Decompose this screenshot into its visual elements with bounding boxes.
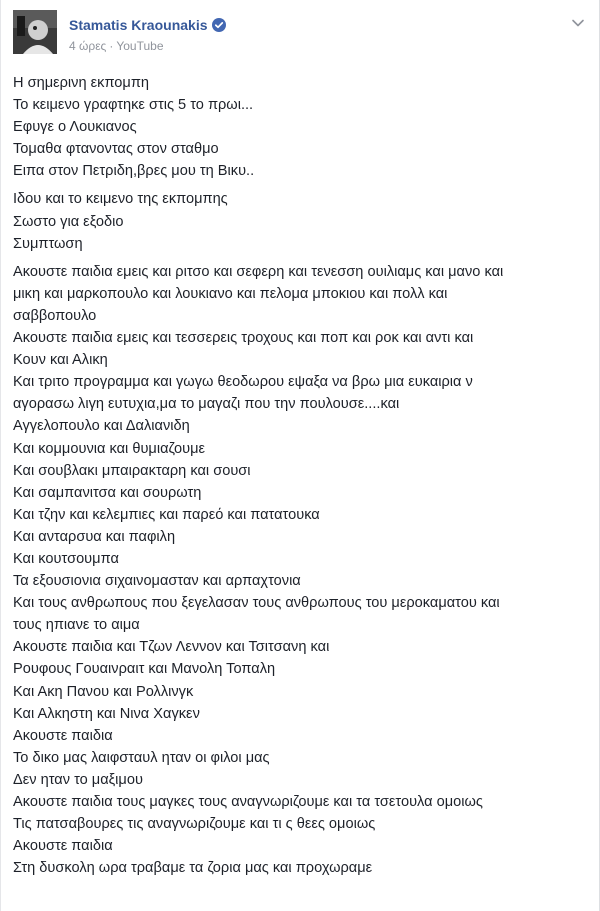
post-header xyxy=(13,10,587,60)
post-text-line: Η σημερινη εκπομπη xyxy=(13,75,150,91)
profile-photo-icon xyxy=(13,10,57,54)
verified-badge-icon xyxy=(212,18,226,32)
post-text-line: Ρουφους Γουαινραιτ και Μανολη Τοπαλη xyxy=(13,661,276,678)
post-text-line: Ακουστε παιδια τους μαγκες τους αναγνωριζουμε και τα τσετουλα ομοιως xyxy=(13,794,483,810)
post-text-line: Ακουστε παιδια xyxy=(13,838,113,855)
post-paragraph xyxy=(13,72,585,182)
post-text-line: σαββοπουλο xyxy=(13,307,97,324)
post-text-line: μικη και μαρκοπουλο και λουκιανο και πελομα μποκιου και πολλ και xyxy=(13,285,448,302)
post-text-line: Αγγελοπουλο και Δαλιανιδη xyxy=(13,418,190,435)
post-text-line: Και σαμπανιτσα και σουρωτη xyxy=(13,484,202,501)
post-meta xyxy=(69,38,164,54)
avatar[interactable] xyxy=(13,10,57,54)
post-text-line: Το κειμενο γραφτηκε στις 5 το πρωι... xyxy=(13,97,254,114)
post-text-line: Και τζην και κελεμπιες και παρεό και πατατουκα xyxy=(13,506,320,523)
chevron-down-icon xyxy=(569,14,587,32)
author-name-link[interactable]: Stamatis Kraounakis xyxy=(69,17,208,33)
post-text-line: Ειπα στον Πετριδη,βρες μου τη Βικυ.. xyxy=(13,163,255,180)
post-text-line: Ακουστε παιδια xyxy=(13,727,113,744)
post-text-line: Τις πατσαβουρες τις αναγνωριζουμε και τι ς θεες ομοιως xyxy=(13,816,376,833)
post-text-line: Το δικο μας λαιφσταυλ ηταν οι φιλοι μας xyxy=(13,749,270,766)
post-text-line: Τομαθα φτανοντας στον σταθμο xyxy=(13,141,219,158)
post-text-line: Και Αλκηστη και Νινα Χαγκεν xyxy=(13,705,200,722)
post-text-line: αγορασω λιγη ευτυχια,μα το μαγαζι που την πουλουσε....και xyxy=(13,396,400,413)
post-text-line: Και τριτο προγραμμα και γωγω θεοδωρου εψαξα να βρω μια ευκαιρια ν xyxy=(13,374,473,391)
post-text-line: Και κομμουνια και θυμιαζουμε xyxy=(13,440,205,457)
post-text-line: Δεν ηταν το μαξιμου xyxy=(13,771,143,788)
post-text-line: Και κουτσουμπα xyxy=(13,550,119,567)
post-paragraph xyxy=(13,188,585,254)
post-text-line: Ακουστε παιδια εμεις και ριτσο και σεφερη και τενεσση ουιλιαμς και μανο και xyxy=(13,263,504,280)
meta-separator: · xyxy=(109,39,114,53)
post-text-line: Ακουστε παιδια και Τζων Λεννον και Τσιτσανη και xyxy=(13,639,330,656)
author-row xyxy=(69,16,226,34)
post-paragraph xyxy=(13,261,585,880)
post-text-line: Κουν και Αλικη xyxy=(13,352,108,369)
post-text-line: Ακουστε παιδια εμεις και τεσσερεις τροχους και ποπ και ροκ και αντι και xyxy=(13,330,474,347)
post-text-line: Και σουβλακι μπαιρακταρη και σουσι xyxy=(13,462,251,479)
post-text-line: Στη δυσκολη ωρα τραβαμε τα ζορια μας και προχωραμε xyxy=(13,860,373,877)
post-timestamp-link[interactable]: 4 ώρες xyxy=(69,39,107,53)
post-options-button[interactable] xyxy=(569,14,587,32)
post-text-line: Σωστο για εξοδιο xyxy=(13,213,124,230)
post-source-link[interactable]: YouTube xyxy=(116,39,164,53)
post-text-line: Και ανταρσυα και παφιλη xyxy=(13,528,176,545)
post-text-line: Ιδου και το κειμενο της εκπομπης xyxy=(13,191,228,208)
post-text xyxy=(13,72,585,885)
post-text-line: Και Ακη Πανου και Ρολλινγκ xyxy=(13,683,194,700)
post-text-line: Τα εξουσιονια σιχαινομασταν και αρπαχτονια xyxy=(13,573,301,590)
post-text-line: Εφυγε ο Λουκιανος xyxy=(13,119,137,136)
post-text-line: τους ηπιανε το αιμα xyxy=(13,617,140,634)
post-text-line: Συμπτωση xyxy=(13,235,83,252)
post-text-line: Και τους ανθρωπους που ξεγελασαν τους ανθρωπους του μεροκαματου και xyxy=(13,595,500,612)
